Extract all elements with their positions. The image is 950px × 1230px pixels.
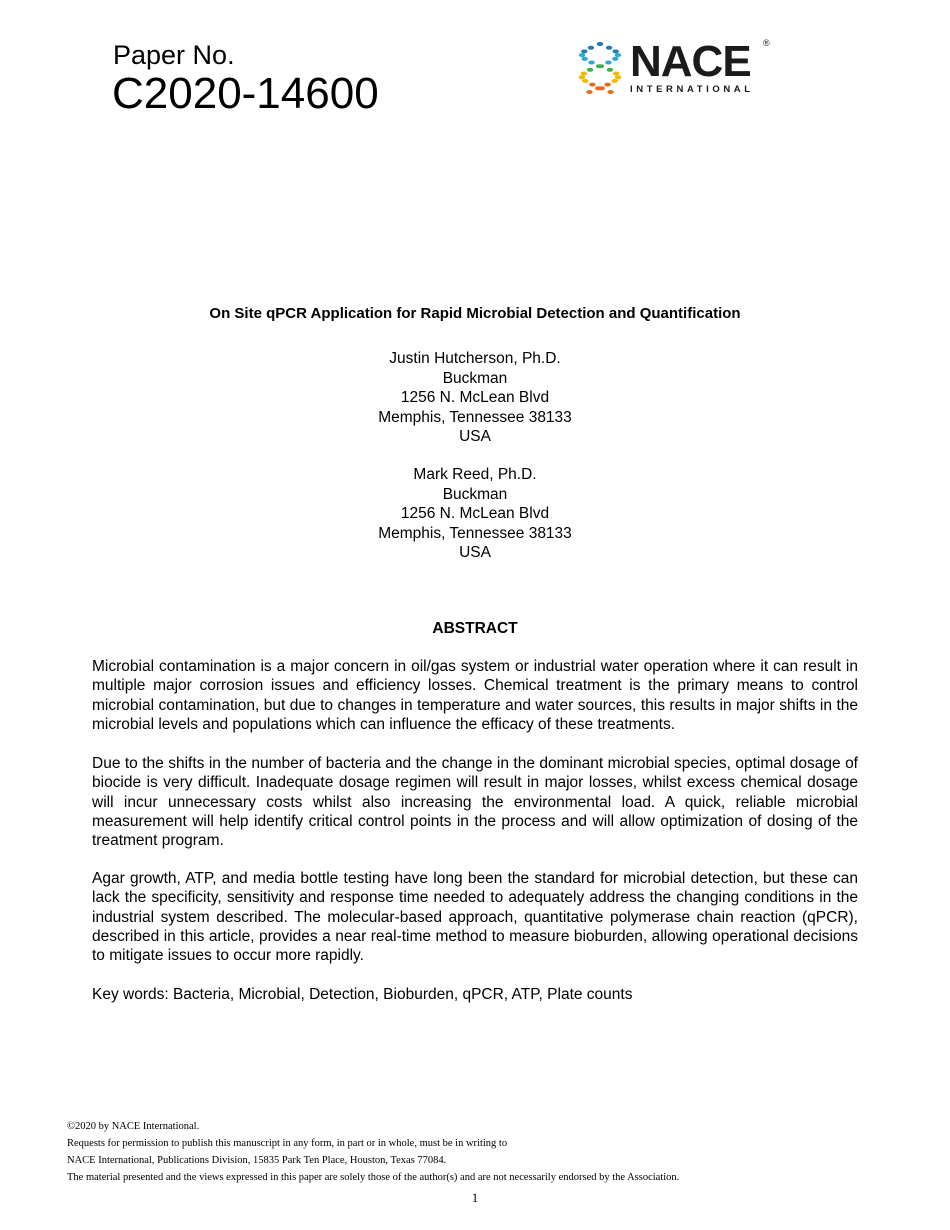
logo-subtitle: INTERNATIONAL (630, 84, 754, 95)
author-block-2 (0, 465, 950, 563)
helix-dot (595, 86, 601, 90)
helix-dot (615, 75, 621, 79)
helix-dot (579, 75, 585, 79)
logo-wordmark: NACE (630, 37, 751, 86)
paper-number-label: Paper No. (113, 40, 235, 70)
abstract-heading: ABSTRACT (432, 620, 518, 637)
helix-dot (607, 68, 613, 72)
helix-dot (589, 83, 595, 87)
abstract-paragraph: Microbial contamination is a major concern in oil/gas system or industrial water operation where it can result in multiple major corrosion issues and efficiency losses. Chemical treatment is the primary means to control microbial contamination, but due to changes in temperature and water sources, this results in major shifts in the microbial levels and populations which can influence the efficacy of these treatments. (92, 658, 858, 733)
helix-dot (582, 57, 588, 61)
author-country: USA (459, 428, 491, 445)
paper-number: C2020-14600 (112, 69, 379, 118)
nace-logo (572, 38, 772, 98)
helix-dot (581, 49, 587, 53)
helix-dot (581, 72, 587, 76)
helix-dot (598, 64, 604, 68)
helix-dot (586, 90, 592, 94)
helix-dot (604, 83, 610, 87)
author-name: Mark Reed, Ph.D. (413, 466, 537, 483)
abstract-paragraph: Due to the shifts in the number of bacteria and the change in the dominant microbial species, optimal dosage of biocide is very difficult. Inadequate dosage regimen will result in major losses, whilst excess chemical dosage will incur unnecessary costs whilst also increasing the environmental load. A quick, reliable microbial measurement will help identify critical control points in the process and will allow optimization of dosing of the treatment program. (92, 755, 858, 850)
keywords: Key words: Bacteria, Microbial, Detection, Bioburden, qPCR, ATP, Plate counts (92, 986, 633, 1003)
author-organization: Buckman (442, 369, 508, 387)
copyright-line: ©2020 by NACE International. (67, 1121, 200, 1132)
helix-dot (612, 57, 618, 61)
paper-title: On Site qPCR Application for Rapid Microbial Detection and Quantification (209, 305, 741, 322)
author-name: Justin Hutcherson, Ph.D. (389, 350, 561, 367)
helix-dot (582, 79, 588, 83)
helix-dot (613, 49, 619, 53)
author-block-1 (0, 349, 950, 447)
logo-registered-mark: ® (763, 38, 770, 48)
helix-dot (588, 46, 594, 50)
helix-dot (597, 42, 603, 46)
author-city: Memphis, Tennessee 38133 (378, 524, 572, 542)
helix-dot (613, 72, 619, 76)
page-number: 1 (471, 1190, 479, 1205)
helix-dot (607, 90, 613, 94)
author-city: Memphis, Tennessee 38133 (378, 408, 572, 426)
helix-dot (612, 79, 618, 83)
author-street: 1256 N. McLean Blvd (400, 389, 550, 406)
abstract-paragraph: Agar growth, ATP, and media bottle testing have long been the standard for microbial detection, but these can lack the specificity, sensitivity and response time needed to adequately address the changing conditions in the industrial system described. The molecular-based approach, quantitative polymerase chain reaction (qPCR), described in this article, provides a near real-time method to measure bioburden, allowing operational decisions to mitigate issues to occur more rapidly. (92, 870, 858, 965)
author-street: 1256 N. McLean Blvd (400, 505, 550, 522)
helix-dot (605, 61, 611, 65)
author-country: USA (459, 544, 491, 561)
helix-dot (579, 53, 585, 57)
helix-dot (615, 53, 621, 57)
footer-line: The material presented and the views expressed in this paper are solely those of the author(s) and are not necessarily endorsed by the Association. (67, 1172, 680, 1183)
author-organization: Buckman (442, 485, 508, 503)
nace-helix-logo-icon (572, 38, 628, 98)
footer-line: Requests for permission to publish this manuscript in any form, in part or in whole, must be in writing to (67, 1138, 508, 1149)
helix-dot (606, 46, 612, 50)
helix-dot (588, 61, 594, 65)
helix-dot (587, 68, 593, 72)
footer-line: NACE International, Publications Division, 15835 Park Ten Place, Houston, Texas 77084. (67, 1155, 447, 1166)
